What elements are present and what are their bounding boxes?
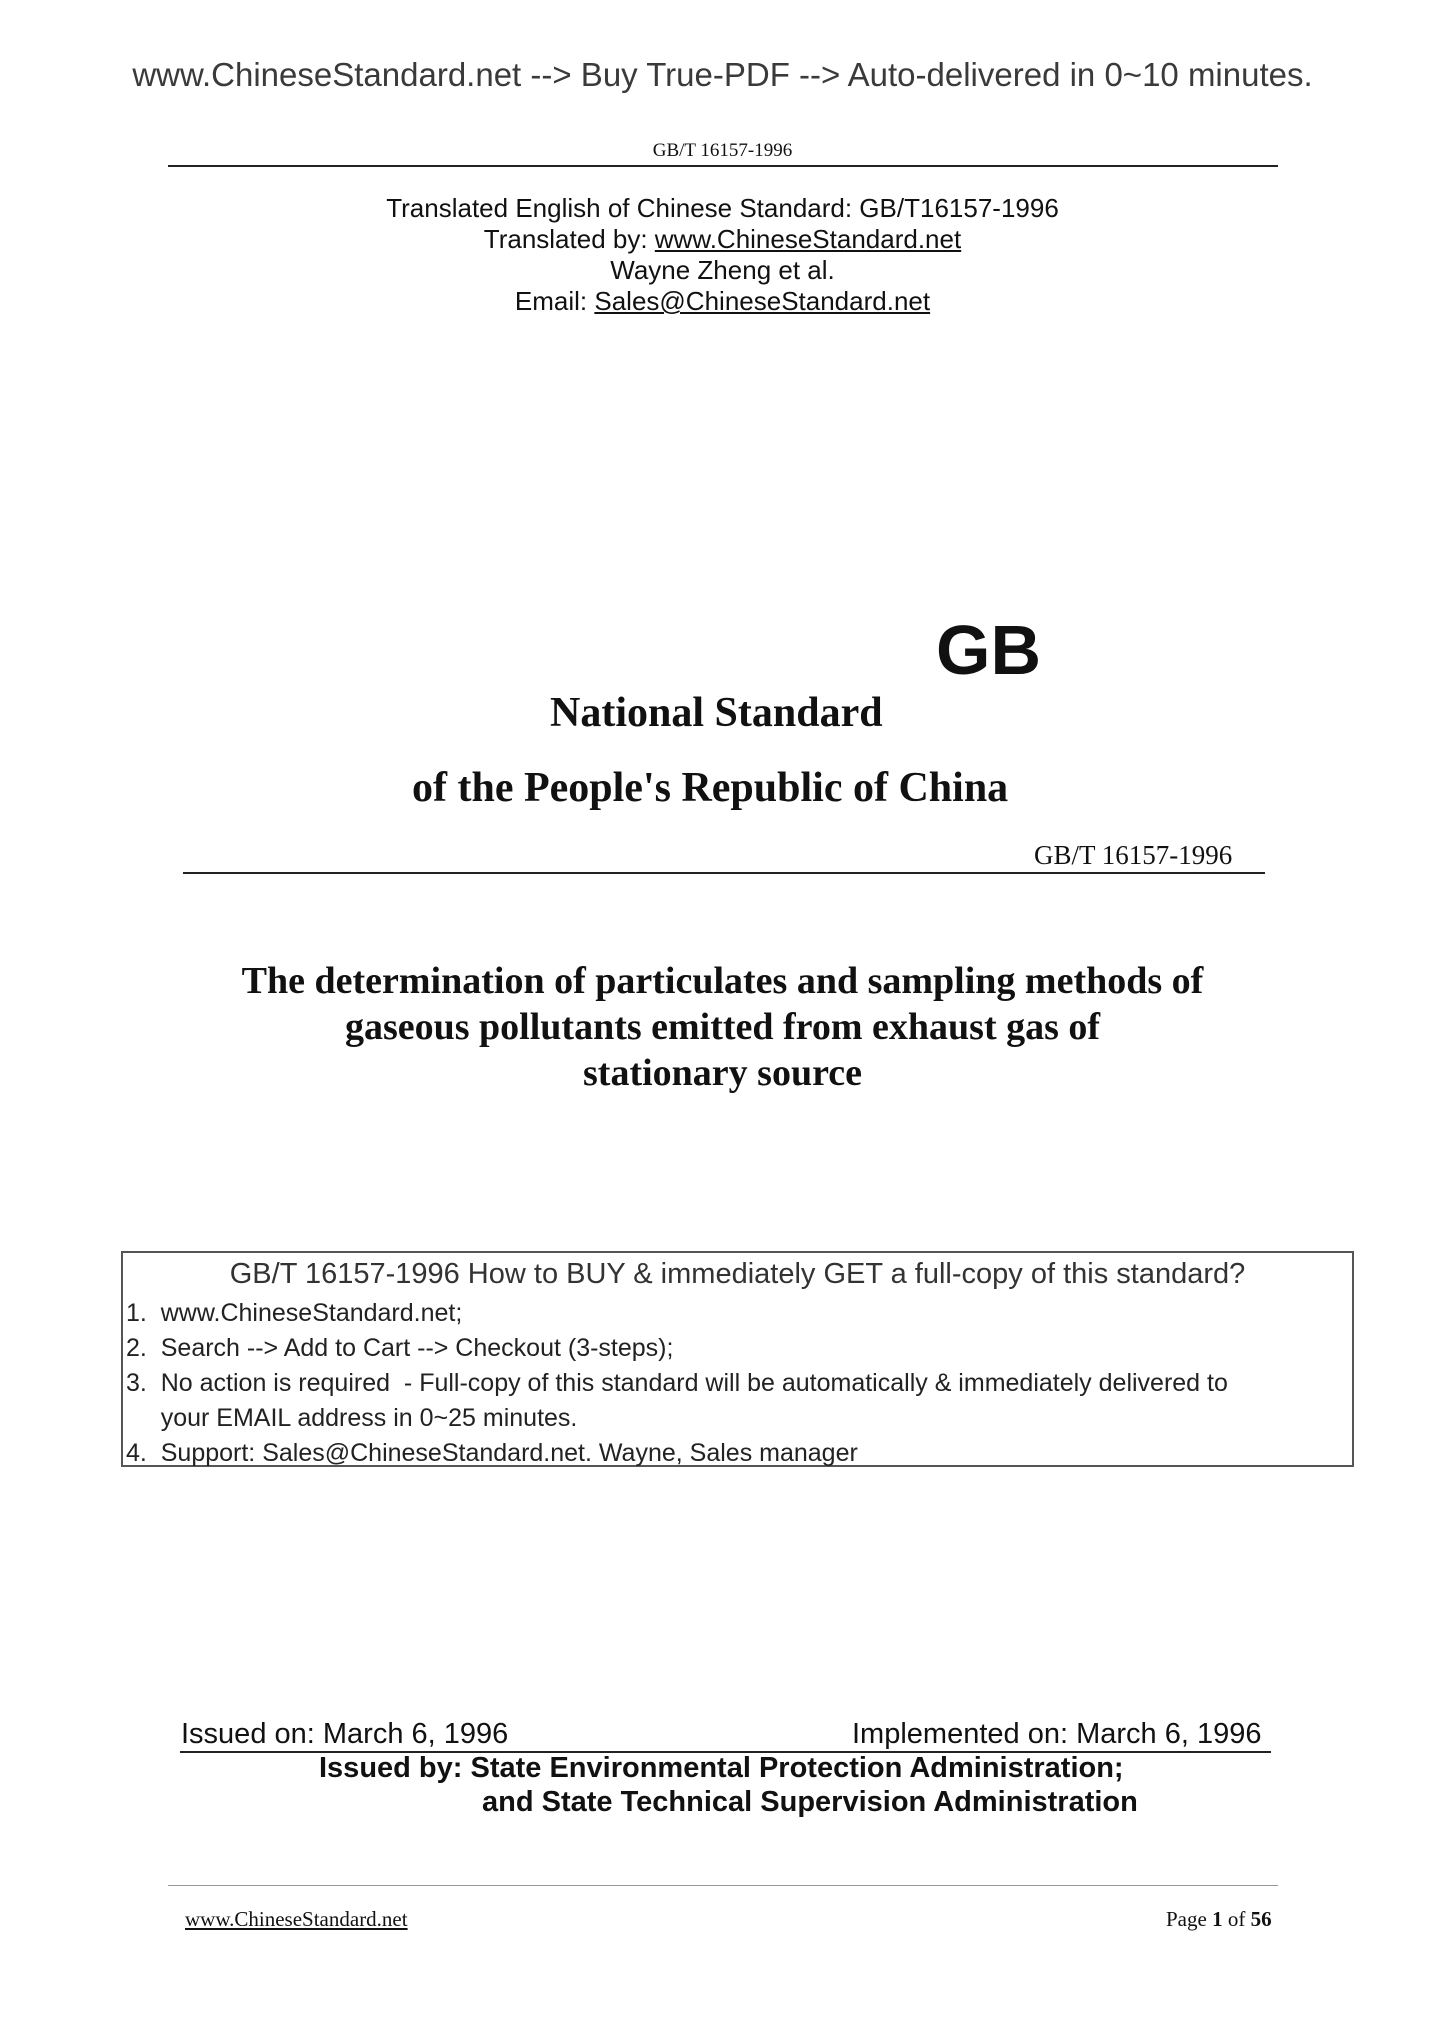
- buy-step-item: 1. www.ChineseStandard.net;: [126, 1299, 463, 1327]
- translated-by-line: [0, 224, 1445, 255]
- page-of: of: [1222, 1907, 1251, 1931]
- issued-by-line: Issued by: State Environmental Protection Administration;: [319, 1752, 1124, 1784]
- implemented-on: Implemented on: March 6, 1996: [852, 1718, 1262, 1750]
- page-label: Page: [1166, 1907, 1213, 1931]
- page-total: 56: [1250, 1907, 1272, 1931]
- buy-step-item: your EMAIL address in 0~25 minutes.: [126, 1404, 578, 1432]
- page-current: 1: [1212, 1907, 1223, 1931]
- header-rule: [168, 165, 1278, 167]
- email-line: [0, 286, 1445, 317]
- standard-code: GB/T 16157-1996: [1034, 840, 1233, 870]
- translated-of-line: Translated English of Chinese Standard: GB/T16157-1996: [386, 193, 1059, 223]
- page-number: [1166, 1907, 1272, 1932]
- buy-step-item: 3. No action is required - Full-copy of this standard will be automatically & immediately delivered to: [126, 1369, 1228, 1397]
- buy-box-heading: GB/T 16157-1996 How to BUY & immediately GET a full-copy of this standard?: [229, 1258, 1246, 1290]
- issued-on: Issued on: March 6, 1996: [181, 1718, 509, 1750]
- buy-info-box: [121, 1251, 1354, 1467]
- top-banner: www.ChineseStandard.net --> Buy True-PDF --> Auto-delivered in 0~10 minutes.: [132, 56, 1313, 93]
- gb-mark: GB: [936, 611, 1041, 689]
- email-link[interactable]: Sales@ChineseStandard.net: [594, 286, 931, 316]
- buy-step-item: 4. Support: Sales@ChineseStandard.net. Wayne, Sales manager: [126, 1439, 858, 1467]
- title-line: stationary source: [583, 1052, 862, 1094]
- translated-by-label: Translated by:: [483, 224, 655, 254]
- issued-by-line: and State Technical Supervision Administration: [482, 1786, 1138, 1818]
- prc-heading: of the People's Republic of China: [412, 765, 1009, 811]
- translated-by-link[interactable]: www.ChineseStandard.net: [654, 224, 962, 254]
- footer-rule: [168, 1885, 1278, 1886]
- title-line: The determination of particulates and sampling methods of: [241, 960, 1204, 1002]
- footer-link[interactable]: www.ChineseStandard.net: [185, 1907, 408, 1931]
- authors-line: Wayne Zheng et al.: [610, 255, 835, 285]
- buy-step-item: 2. Search --> Add to Cart --> Checkout (3-steps);: [126, 1334, 674, 1362]
- title-line: gaseous pollutants emitted from exhaust gas of: [344, 1006, 1101, 1048]
- document-title: [0, 958, 1445, 1096]
- email-label: Email:: [514, 286, 595, 316]
- header-code: GB/T 16157-1996: [652, 140, 793, 161]
- cover-rule: [183, 872, 1265, 874]
- national-standard-heading: National Standard: [550, 690, 883, 736]
